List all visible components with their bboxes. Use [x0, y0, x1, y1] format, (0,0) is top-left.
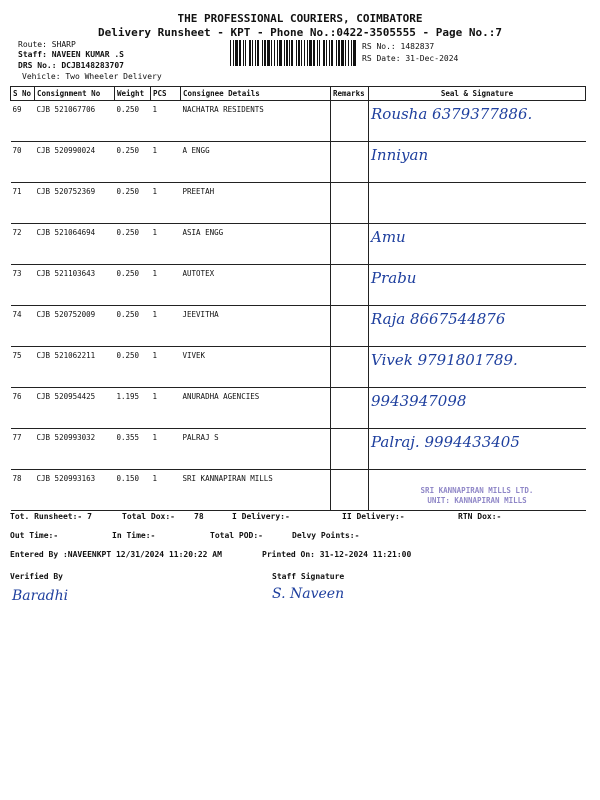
barcode-bar — [262, 40, 263, 66]
barcode-bar — [257, 40, 259, 66]
row-consignee: JEEVITHA — [181, 306, 331, 347]
row-pcs: 1 — [151, 183, 181, 224]
company-title: THE PROFESSIONAL COURIERS, COIMBATORE — [177, 12, 423, 25]
handwritten-signature: Amu — [371, 228, 406, 246]
barcode-bar — [348, 40, 349, 66]
verified-by-label: Verified By — [10, 572, 63, 581]
row-sno: 69 — [11, 101, 35, 142]
staff-label: Staff: NAVEEN KUMAR .S — [18, 50, 124, 59]
delvy-points: Delvy Points:- — [292, 531, 360, 540]
row-consignment: CJB 521064694 — [35, 224, 115, 265]
barcode-bar — [341, 40, 344, 66]
seal-line-1: SRI KANNAPIRAN MILLS LTD. — [420, 486, 534, 495]
row-sno: 73 — [11, 265, 35, 306]
entered-by: Entered By :NAVEENKPT 12/31/2024 11:20:22 AM — [10, 550, 222, 559]
row-signature — [369, 388, 586, 429]
row-pcs: 1 — [151, 388, 181, 429]
table-row — [11, 265, 586, 306]
row-remarks — [331, 183, 369, 224]
row-consignee: ANURADHA AGENCIES — [181, 388, 331, 429]
row-consignee: A ENGG — [181, 142, 331, 183]
col-header-consignee: Consignee Details — [181, 87, 331, 101]
handwritten-signature: 9943947098 — [371, 392, 467, 410]
row-consignee: VIVEK — [181, 347, 331, 388]
handwritten-signature: Prabu — [371, 269, 417, 287]
barcode-bar — [264, 40, 266, 66]
row-pcs: 1 — [151, 224, 181, 265]
barcode-bar — [255, 40, 256, 66]
row-signature — [369, 306, 586, 347]
barcode — [230, 40, 356, 66]
barcode-bar — [309, 40, 312, 66]
barcode-bar — [274, 40, 275, 66]
row-sno: 78 — [11, 470, 35, 511]
row-sno: 70 — [11, 142, 35, 183]
handwritten-signature: Rousha 6379377886. — [371, 105, 533, 123]
row-sno: 71 — [11, 183, 35, 224]
row-consignee: PREETAH — [181, 183, 331, 224]
row-consignee: SRI KANNAPIRAN MILLS — [181, 470, 331, 511]
row-signature — [369, 183, 586, 224]
barcode-bar — [289, 40, 290, 66]
row-signature — [369, 265, 586, 306]
barcode-bar — [279, 40, 282, 66]
total-dox-label: Total Dox:- — [122, 512, 175, 521]
col-header-remarks: Remarks — [331, 87, 369, 101]
total-runsheet: Tot. Runsheet:- 7 — [10, 512, 92, 521]
total-dox-value: 78 — [194, 512, 204, 521]
row-sno: 75 — [11, 347, 35, 388]
table-row — [11, 101, 586, 142]
rtn-dox: RTN Dox:- — [458, 512, 502, 521]
verifier-signature: Baradhi — [12, 588, 69, 604]
barcode-bar — [245, 40, 246, 66]
barcode-bar — [301, 40, 302, 66]
barcode-bar — [323, 40, 325, 66]
row-remarks — [331, 265, 369, 306]
row-remarks — [331, 224, 369, 265]
row-pcs: 1 — [151, 265, 181, 306]
row-weight: 0.250 — [115, 142, 151, 183]
row-sno: 72 — [11, 224, 35, 265]
barcode-bar — [249, 40, 251, 66]
barcode-bar — [267, 40, 270, 66]
row-signature — [369, 142, 586, 183]
row-consignee: AUTOTEX — [181, 265, 331, 306]
row-consignee: NACHATRA RESIDENTS — [181, 101, 331, 142]
drs-number: DRS No.: DCJB148283707 — [18, 61, 124, 70]
staff-signature-label: Staff Signature — [272, 572, 345, 581]
handwritten-signature: Palraj. 9994433405 — [371, 433, 520, 451]
handwritten-signature: Vivek 9791801789. — [371, 351, 518, 369]
staff-signature: S. Naveen — [272, 586, 345, 602]
row-remarks — [331, 142, 369, 183]
company-seal — [392, 486, 562, 506]
row-weight: 0.250 — [115, 101, 151, 142]
row-pcs: 1 — [151, 101, 181, 142]
barcode-bar — [296, 40, 297, 66]
barcode-bar — [313, 40, 315, 66]
route-label: Route: SHARP — [18, 40, 76, 49]
row-pcs: 1 — [151, 470, 181, 511]
row-remarks — [331, 388, 369, 429]
barcode-bar — [326, 40, 327, 66]
delivery-table — [10, 86, 586, 511]
table-header-row — [11, 87, 586, 101]
row-remarks — [331, 347, 369, 388]
row-weight: 1.195 — [115, 388, 151, 429]
barcode-bar — [243, 40, 244, 66]
out-time: Out Time:- — [10, 531, 59, 540]
barcode-bar — [277, 40, 278, 66]
barcode-bar — [331, 40, 333, 66]
rs-number: RS No.: 1482837 — [362, 42, 435, 51]
col-header-signature: Seal & Signature — [369, 87, 586, 101]
total-pod: Total POD:- — [210, 531, 263, 540]
row-weight: 0.250 — [115, 265, 151, 306]
row-pcs: 1 — [151, 429, 181, 470]
row-consignment: CJB 520954425 — [35, 388, 115, 429]
row-consignment: CJB 520993163 — [35, 470, 115, 511]
row-consignment: CJB 521062211 — [35, 347, 115, 388]
printed-on: Printed On: 31-12-2024 11:21:00 — [262, 550, 412, 559]
barcode-bar — [298, 40, 300, 66]
row-weight: 0.250 — [115, 306, 151, 347]
barcode-bar — [235, 40, 238, 66]
table-row — [11, 224, 586, 265]
barcode-bar — [291, 40, 293, 66]
i-delivery: I Delivery:- — [232, 512, 290, 521]
row-sno: 77 — [11, 429, 35, 470]
barcode-bar — [252, 40, 253, 66]
handwritten-signature: Inniyan — [371, 146, 429, 164]
col-header-consignment: Consignment No — [35, 87, 115, 101]
runsheet-subtitle: Delivery Runsheet - KPT - Phone No.:0422-3505555 - Page No.:7 — [98, 26, 502, 39]
row-signature — [369, 429, 586, 470]
barcode-bar — [284, 40, 285, 66]
barcode-bar — [353, 40, 356, 66]
row-sno: 74 — [11, 306, 35, 347]
row-consignment: CJB 520752369 — [35, 183, 115, 224]
barcode-bar — [329, 40, 330, 66]
barcode-bar — [351, 40, 352, 66]
row-signature — [369, 101, 586, 142]
row-weight: 0.250 — [115, 347, 151, 388]
row-consignee: ASIA ENGG — [181, 224, 331, 265]
table-row — [11, 388, 586, 429]
row-weight: 0.250 — [115, 224, 151, 265]
col-header-sno: S No — [11, 87, 35, 101]
row-signature — [369, 224, 586, 265]
barcode-bar — [230, 40, 231, 66]
table-row — [11, 142, 586, 183]
table-row — [11, 347, 586, 388]
handwritten-signature: Raja 8667544876 — [371, 310, 506, 328]
barcode-bar — [286, 40, 288, 66]
barcode-bar — [271, 40, 272, 66]
col-header-pcs: PCS — [151, 87, 181, 101]
row-pcs: 1 — [151, 347, 181, 388]
row-remarks — [331, 429, 369, 470]
seal-line-2: UNIT: KANNAPIRAN MILLS — [427, 496, 527, 505]
barcode-bar — [304, 40, 305, 66]
table-row — [11, 429, 586, 470]
row-consignment: CJB 521067706 — [35, 101, 115, 142]
barcode-bar — [307, 40, 308, 66]
barcode-bar — [345, 40, 346, 66]
barcode-bar — [336, 40, 337, 66]
row-signature — [369, 347, 586, 388]
table-row — [11, 306, 586, 347]
row-remarks — [331, 470, 369, 511]
row-pcs: 1 — [151, 142, 181, 183]
row-weight: 0.250 — [115, 183, 151, 224]
row-remarks — [331, 306, 369, 347]
col-header-weight: Weight — [115, 87, 151, 101]
row-weight: 0.150 — [115, 470, 151, 511]
row-consignment: CJB 520990024 — [35, 142, 115, 183]
barcode-bar — [338, 40, 340, 66]
vehicle-label: Vehicle: Two Wheeler Delivery — [22, 72, 162, 81]
row-pcs: 1 — [151, 306, 181, 347]
in-time: In Time:- — [112, 531, 156, 540]
row-remarks — [331, 101, 369, 142]
barcode-bar — [239, 40, 241, 66]
row-consignee: PALRAJ S — [181, 429, 331, 470]
row-weight: 0.355 — [115, 429, 151, 470]
ii-delivery: II Delivery:- — [342, 512, 405, 521]
row-consignment: CJB 520752009 — [35, 306, 115, 347]
rs-date: RS Date: 31-Dec-2024 — [362, 54, 459, 63]
table-row — [11, 183, 586, 224]
row-sno: 76 — [11, 388, 35, 429]
row-consignment: CJB 520993032 — [35, 429, 115, 470]
barcode-bar — [233, 40, 234, 66]
barcode-bar — [319, 40, 320, 66]
barcode-bar — [317, 40, 318, 66]
row-consignment: CJB 521103643 — [35, 265, 115, 306]
